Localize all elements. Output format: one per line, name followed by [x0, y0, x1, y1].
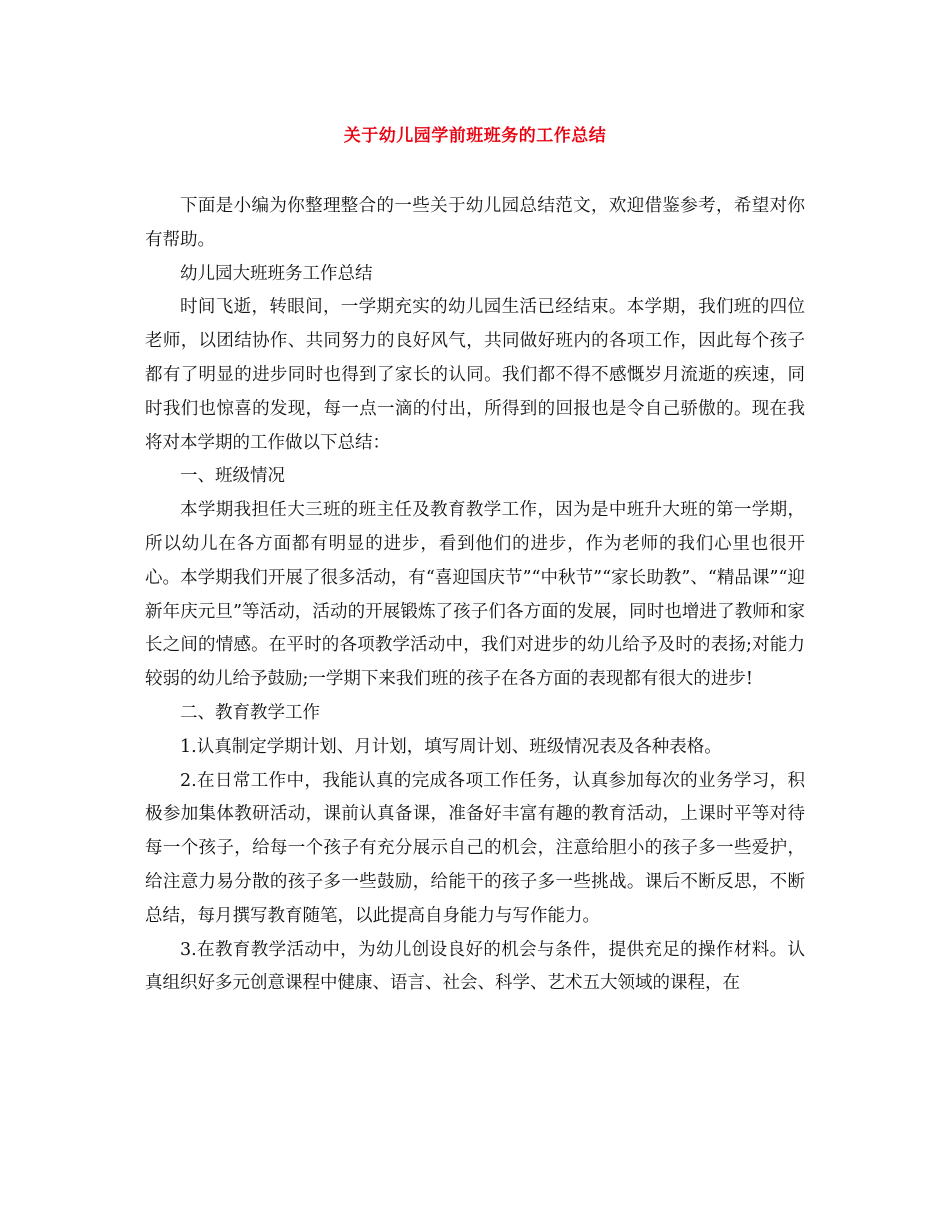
paragraph-subtitle: 幼儿园大班班务工作总结 [180, 263, 373, 284]
section-heading-teaching-work: 二、教育教学工作 [180, 702, 320, 723]
paragraph-item-2: 2.在日常工作中，我能认真的完成各项工作任务，认真参加每次的业务学习，积极参加集体教研活动，课前认真备课，准备好丰富有趣的教育活动，上课时平等对待每一个孩子，给每一个孩子有充分展示自己的机会，注意给胆小的孩子多一些爱护，给注意力易分散的孩子多一些鼓励，给能干的孩子多一些挑战。课后不断反思，不断总结，每月撰写教育随笔，以此提高自身能力与写作能力。 [145, 770, 805, 926]
paragraph-class-situation: 本学期我担任大三班的班主任及教育教学工作，因为是中班升大班的第一学期，所以幼儿在各方面都有明显的进步，看到他们的进步，作为老师的我们心里也很开心。本学期我们开展了很多活动，有“喜迎国庆节”“中秋节”“家长助教”、“精品课”“迎新年庆元旦”等活动，活动的开展锻炼了孩子们各方面的发展，同时也增进了教师和家长之间的情感。在平时的各项教学活动中，我们对进步的幼儿给予及时的表扬;对能力较弱的幼儿给予鼓励;一学期下来我们班的孩子在各方面的表现都有很大的进步! [145, 500, 805, 690]
paragraph-opening: 时间飞逝，转眼间，一学期充实的幼儿园生活已经结束。本学期，我们班的四位老师，以团结协作、共同努力的良好风气，共同做好班内的各项工作，因此每个孩子都有了明显的进步同时也得到了家长的认同。我们都不得不感慨岁月流逝的疾速，同时我们也惊喜的发现，每一点一滴的付出，所得到的回报也是令自己骄傲的。现在我将对本学期的工作做以下总结： [145, 297, 805, 453]
section-heading-class-situation: 一、班级情况 [180, 466, 285, 487]
paragraph-item-1: 1.认真制定学期计划、月计划，填写周计划、班级情况表及各种表格。 [180, 736, 722, 757]
paragraph-item-3: 3.在教育教学活动中，为幼儿创设良好的机会与条件，提供充足的操作材料。认真组织好多元创意课程中健康、语言、社会、科学、艺术五大领域的课程，在 [145, 939, 805, 994]
document-body [145, 190, 805, 1001]
document-title: 关于幼儿园学前班班务的工作总结 [343, 126, 607, 146]
paragraph-intro: 下面是小编为你整理整合的一些关于幼儿园总结范文，欢迎借鉴参考，希望对你有帮助。 [145, 196, 805, 250]
